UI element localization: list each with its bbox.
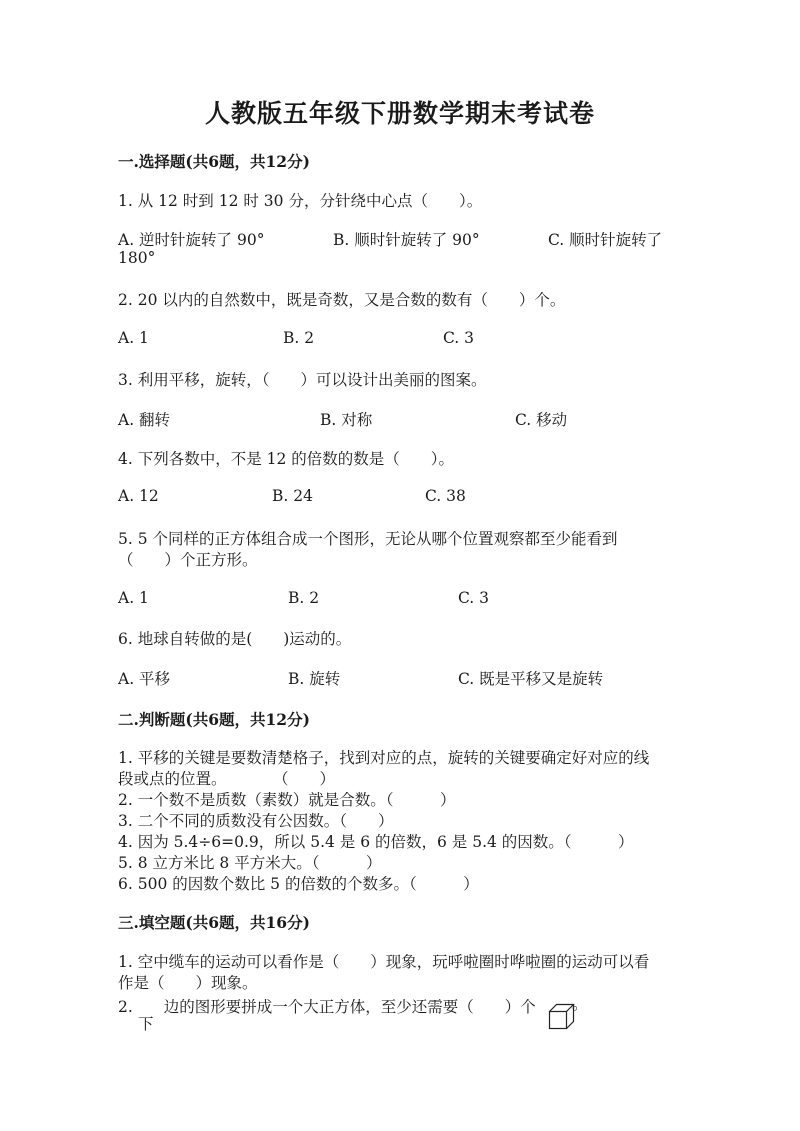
question-4-stem: 4. 下列各数中，不是 12 的倍数的数是（ ）。 — [118, 450, 455, 468]
question-6-option-a: A. 平移 — [118, 670, 171, 688]
judgement-5: 5. 8 立方米比 8 平方米大。（ ） — [118, 854, 382, 872]
question-6-option-c: C. 既是平移又是旋转 — [458, 670, 604, 688]
question-3-option-b: B. 对称 — [320, 411, 373, 429]
judgement-1-line-2: 段或点的位置。 （ ） — [118, 770, 336, 788]
question-5-option-c: C. 3 — [458, 589, 490, 607]
question-2-option-a: A. 1 — [118, 329, 149, 347]
question-5-stem-cont: （ ）个正方形。 — [118, 551, 258, 569]
question-1-option-c-cont: 180° — [118, 249, 156, 267]
section-heading-choice: 一.选择题(共6题，共12分) — [118, 152, 310, 171]
section-heading-fill-blank: 三.填空题(共6题，共16分) — [118, 913, 310, 932]
judgement-1-line-1: 1. 平移的关键是要数清楚格子，找到对应的点，旋转的关键要确定好对应的线 — [118, 749, 650, 767]
judgement-3: 3. 二个不同的质数没有公因数。（ ） — [118, 812, 394, 830]
question-1-option-a: A. 逆时针旋转了 90° — [118, 231, 265, 249]
question-4-option-c: C. 38 — [425, 487, 466, 505]
judgement-6: 6. 500 的因数个数比 5 的倍数的个数多。（ ） — [118, 875, 479, 893]
question-6-option-b: B. 旋转 — [288, 670, 341, 688]
question-5-option-b: B. 2 — [288, 589, 320, 607]
section-heading-judgement: 二.判断题(共6题，共12分) — [118, 710, 310, 729]
question-4-option-b: B. 24 — [272, 487, 313, 505]
page-title: 人教版五年级下册数学期末考试卷 — [204, 99, 595, 128]
judgement-4: 4. 因为 5.4÷6=0.9，所以 5.4 是 6 的倍数，6 是 5.4 的因数。（ ） — [118, 833, 634, 851]
question-1-option-c: C. 顺时针旋转了 — [548, 231, 663, 249]
question-2-option-c: C. 3 — [443, 329, 475, 347]
question-2-option-b: B. 2 — [283, 329, 315, 347]
fill-1-line-1: 1. 空中缆车的运动可以看作是（ ）现象，玩呼啦圈时哗啦圈的运动可以看 — [118, 953, 650, 971]
question-3-stem: 3. 利用平移，旋转，（ ）可以设计出美丽的图案。 — [118, 371, 487, 389]
fill-2-period: 。 — [572, 995, 588, 1013]
question-3-option-c: C. 移动 — [515, 411, 568, 429]
cube-figure-icon — [548, 1003, 576, 1031]
fill-2-line-1: 2. 边的图形要拼成一个大正方体，至少还需要（ ）个 — [118, 998, 536, 1016]
question-2-stem: 2. 20 以内的自然数中，既是奇数，又是合数的数有（ ）个。 — [118, 291, 566, 309]
fill-2-fragment: 下 — [138, 1015, 154, 1033]
question-4-option-a: A. 12 — [118, 487, 159, 505]
judgement-2: 2. 一个数不是质数（素数）就是合数。（ ） — [118, 791, 456, 809]
fill-1-line-2: 作是（ ）现象。 — [118, 974, 258, 992]
question-3-option-a: A. 翻转 — [118, 411, 171, 429]
question-5-stem: 5. 5 个同样的正方体组合成一个图形，无论从哪个位置观察都至少能看到 — [118, 530, 618, 548]
question-6-stem: 6. 地球自转做的是( )运动的。 — [118, 630, 352, 648]
question-1-option-b: B. 顺时针旋转了 90° — [333, 231, 480, 249]
question-5-option-a: A. 1 — [118, 589, 149, 607]
question-1-stem: 1. 从 12 时到 12 时 30 分，分针绕中心点（ ）。 — [118, 192, 483, 210]
